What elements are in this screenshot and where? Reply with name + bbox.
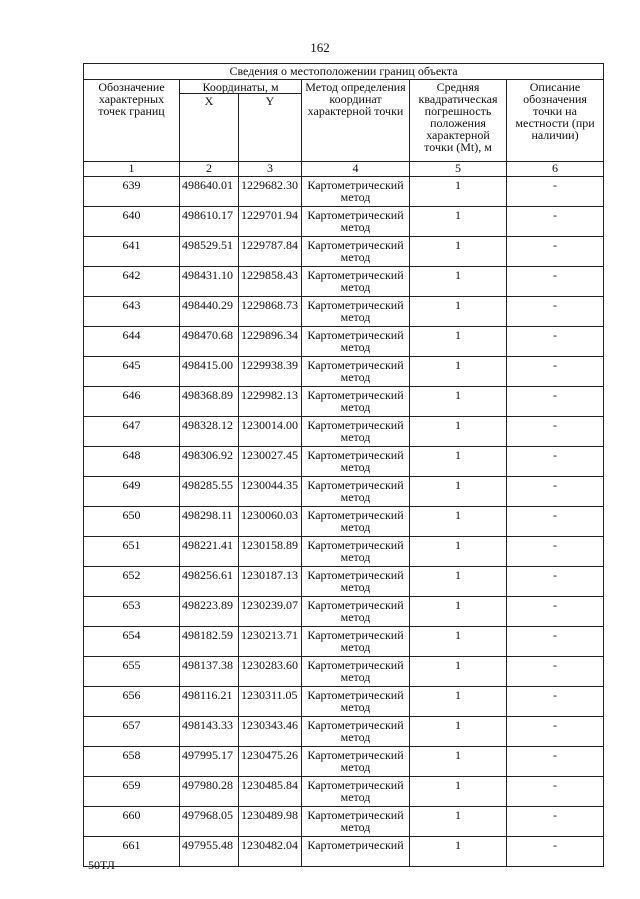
method-cell: Картометрический метод — [302, 567, 410, 597]
x-coordinate-cell: 497995.17 — [180, 747, 239, 777]
point-cell: 643 — [84, 297, 180, 327]
method-cell: Картометрический метод — [302, 657, 410, 687]
method-cell: Картометрический метод — [302, 807, 410, 837]
method-cell: Картометрический — [302, 837, 410, 867]
description-cell: - — [507, 717, 604, 747]
description-cell: - — [507, 357, 604, 387]
header-error: Средняя квадратическая погрешность положения характерной точки (Mt), м — [410, 80, 507, 162]
description-cell: - — [507, 747, 604, 777]
table-row — [84, 837, 604, 867]
description-cell: - — [507, 267, 604, 297]
description-cell: - — [507, 417, 604, 447]
description-cell: - — [507, 777, 604, 807]
error-cell: 1 — [410, 687, 507, 717]
description-cell: - — [507, 447, 604, 477]
header-point-designation: Обозначение характерных точек границ — [84, 80, 180, 162]
method-cell: Картометрический метод — [302, 297, 410, 327]
x-coordinate-cell: 498223.89 — [180, 597, 239, 627]
x-coordinate-cell: 498285.55 — [180, 477, 239, 507]
page-number: 162 — [310, 40, 330, 55]
x-coordinate-cell: 497968.05 — [180, 807, 239, 837]
header-x: X — [180, 94, 239, 162]
method-cell: Картометрический метод — [302, 237, 410, 267]
error-cell: 1 — [410, 567, 507, 597]
y-coordinate-cell: 1230485.84 — [239, 777, 302, 807]
table-row — [84, 567, 604, 597]
description-cell: - — [507, 237, 604, 267]
x-coordinate-cell: 498221.41 — [180, 537, 239, 567]
y-coordinate-cell: 1230482.04 — [239, 837, 302, 867]
method-cell: Картометрический метод — [302, 627, 410, 657]
error-cell: 1 — [410, 597, 507, 627]
table-row — [84, 507, 604, 537]
y-coordinate-cell: 1229682.30 — [239, 177, 302, 207]
method-cell: Картометрический метод — [302, 747, 410, 777]
boundary-points-table — [83, 63, 604, 867]
x-coordinate-cell: 498298.11 — [180, 507, 239, 537]
header-y: Y — [239, 94, 302, 162]
table-row — [84, 687, 604, 717]
description-cell: - — [507, 807, 604, 837]
method-cell: Картометрический метод — [302, 267, 410, 297]
table-row — [84, 447, 604, 477]
x-coordinate-cell: 498328.12 — [180, 417, 239, 447]
point-cell: 653 — [84, 597, 180, 627]
point-cell: 639 — [84, 177, 180, 207]
point-cell: 648 — [84, 447, 180, 477]
table-row — [84, 357, 604, 387]
x-coordinate-cell: 498415.00 — [180, 357, 239, 387]
method-cell: Картометрический метод — [302, 357, 410, 387]
method-cell: Картометрический метод — [302, 387, 410, 417]
point-cell: 642 — [84, 267, 180, 297]
method-cell: Картометрический метод — [302, 177, 410, 207]
y-coordinate-cell: 1229896.34 — [239, 327, 302, 357]
method-cell: Картометрический метод — [302, 597, 410, 627]
y-coordinate-cell: 1229858.43 — [239, 267, 302, 297]
error-cell: 1 — [410, 537, 507, 567]
table-row — [84, 777, 604, 807]
y-coordinate-cell: 1229938.39 — [239, 357, 302, 387]
error-cell: 1 — [410, 357, 507, 387]
point-cell: 658 — [84, 747, 180, 777]
method-cell: Картометрический метод — [302, 537, 410, 567]
x-coordinate-cell: 498306.92 — [180, 447, 239, 477]
y-coordinate-cell: 1230283.60 — [239, 657, 302, 687]
description-cell: - — [507, 567, 604, 597]
table-title: Сведения о местоположении границ объекта — [84, 64, 604, 80]
x-coordinate-cell: 498116.21 — [180, 687, 239, 717]
description-cell: - — [507, 207, 604, 237]
method-cell: Картометрический метод — [302, 207, 410, 237]
error-cell: 1 — [410, 447, 507, 477]
point-cell: 660 — [84, 807, 180, 837]
point-cell: 655 — [84, 657, 180, 687]
y-coordinate-cell: 1230311.05 — [239, 687, 302, 717]
point-cell: 654 — [84, 627, 180, 657]
table-row — [84, 597, 604, 627]
error-cell: 1 — [410, 387, 507, 417]
y-coordinate-cell: 1229868.73 — [239, 297, 302, 327]
y-coordinate-cell: 1230044.35 — [239, 477, 302, 507]
x-coordinate-cell: 498440.29 — [180, 297, 239, 327]
column-number: 3 — [239, 162, 302, 177]
description-cell: - — [507, 387, 604, 417]
point-cell: 644 — [84, 327, 180, 357]
method-cell: Картометрический метод — [302, 507, 410, 537]
error-cell: 1 — [410, 327, 507, 357]
error-cell: 1 — [410, 267, 507, 297]
y-coordinate-cell: 1229701.94 — [239, 207, 302, 237]
table-row — [84, 717, 604, 747]
x-coordinate-cell: 498182.59 — [180, 627, 239, 657]
y-coordinate-cell: 1229787.84 — [239, 237, 302, 267]
x-coordinate-cell: 498470.68 — [180, 327, 239, 357]
x-coordinate-cell: 498640.01 — [180, 177, 239, 207]
y-coordinate-cell: 1230239.07 — [239, 597, 302, 627]
column-number: 5 — [410, 162, 507, 177]
error-cell: 1 — [410, 837, 507, 867]
y-coordinate-cell: 1230489.98 — [239, 807, 302, 837]
column-number: 2 — [180, 162, 239, 177]
method-cell: Картометрический метод — [302, 417, 410, 447]
point-cell: 650 — [84, 507, 180, 537]
description-cell: - — [507, 597, 604, 627]
description-cell: - — [507, 327, 604, 357]
point-cell: 646 — [84, 387, 180, 417]
error-cell: 1 — [410, 177, 507, 207]
table-row — [84, 387, 604, 417]
error-cell: 1 — [410, 657, 507, 687]
method-cell: Картометрический метод — [302, 477, 410, 507]
error-cell: 1 — [410, 717, 507, 747]
table-row — [84, 267, 604, 297]
x-coordinate-cell: 497955.48 — [180, 837, 239, 867]
x-coordinate-cell: 498368.89 — [180, 387, 239, 417]
table-row — [84, 657, 604, 687]
description-cell: - — [507, 177, 604, 207]
x-coordinate-cell: 498137.38 — [180, 657, 239, 687]
point-cell: 641 — [84, 237, 180, 267]
point-cell: 657 — [84, 717, 180, 747]
table-row — [84, 207, 604, 237]
point-cell: 656 — [84, 687, 180, 717]
x-coordinate-cell: 498610.17 — [180, 207, 239, 237]
table-row — [84, 297, 604, 327]
error-cell: 1 — [410, 507, 507, 537]
error-cell: 1 — [410, 237, 507, 267]
method-cell: Картометрический метод — [302, 777, 410, 807]
error-cell: 1 — [410, 417, 507, 447]
table-row — [84, 237, 604, 267]
y-coordinate-cell: 1230187.13 — [239, 567, 302, 597]
x-coordinate-cell: 498143.33 — [180, 717, 239, 747]
table-row — [84, 807, 604, 837]
error-cell: 1 — [410, 807, 507, 837]
footer-code: 50ТЛ — [88, 858, 115, 872]
table-row — [84, 477, 604, 507]
table-row — [84, 177, 604, 207]
column-number: 6 — [507, 162, 604, 177]
point-cell: 659 — [84, 777, 180, 807]
error-cell: 1 — [410, 627, 507, 657]
y-coordinate-cell: 1230343.46 — [239, 717, 302, 747]
point-cell: 645 — [84, 357, 180, 387]
x-coordinate-cell: 497980.28 — [180, 777, 239, 807]
description-cell: - — [507, 477, 604, 507]
y-coordinate-cell: 1230475.26 — [239, 747, 302, 777]
point-cell: 651 — [84, 537, 180, 567]
description-cell: - — [507, 297, 604, 327]
header-description: Описание обозначения точки на местности (при наличии) — [507, 80, 604, 162]
point-cell: 661 — [84, 837, 180, 867]
point-cell: 640 — [84, 207, 180, 237]
table-row — [84, 747, 604, 777]
y-coordinate-cell: 1230213.71 — [239, 627, 302, 657]
description-cell: - — [507, 837, 604, 867]
description-cell: - — [507, 657, 604, 687]
y-coordinate-cell: 1230027.45 — [239, 447, 302, 477]
method-cell: Картометрический метод — [302, 327, 410, 357]
table-row — [84, 417, 604, 447]
error-cell: 1 — [410, 777, 507, 807]
point-cell: 652 — [84, 567, 180, 597]
y-coordinate-cell: 1229982.13 — [239, 387, 302, 417]
x-coordinate-cell: 498256.61 — [180, 567, 239, 597]
table-row — [84, 627, 604, 657]
x-coordinate-cell: 498529.51 — [180, 237, 239, 267]
x-coordinate-cell: 498431.10 — [180, 267, 239, 297]
point-cell: 647 — [84, 417, 180, 447]
header-coordinates: Координаты, м — [180, 80, 302, 94]
table-row — [84, 327, 604, 357]
y-coordinate-cell: 1230060.03 — [239, 507, 302, 537]
column-number: 1 — [84, 162, 180, 177]
description-cell: - — [507, 627, 604, 657]
error-cell: 1 — [410, 477, 507, 507]
method-cell: Картометрический метод — [302, 687, 410, 717]
point-cell: 649 — [84, 477, 180, 507]
description-cell: - — [507, 537, 604, 567]
header-method: Метод определения координат характерной точки — [302, 80, 410, 162]
error-cell: 1 — [410, 747, 507, 777]
y-coordinate-cell: 1230014.00 — [239, 417, 302, 447]
method-cell: Картометрический метод — [302, 717, 410, 747]
error-cell: 1 — [410, 297, 507, 327]
column-number: 4 — [302, 162, 410, 177]
y-coordinate-cell: 1230158.89 — [239, 537, 302, 567]
description-cell: - — [507, 687, 604, 717]
table-row — [84, 537, 604, 567]
method-cell: Картометрический метод — [302, 447, 410, 477]
description-cell: - — [507, 507, 604, 537]
error-cell: 1 — [410, 207, 507, 237]
